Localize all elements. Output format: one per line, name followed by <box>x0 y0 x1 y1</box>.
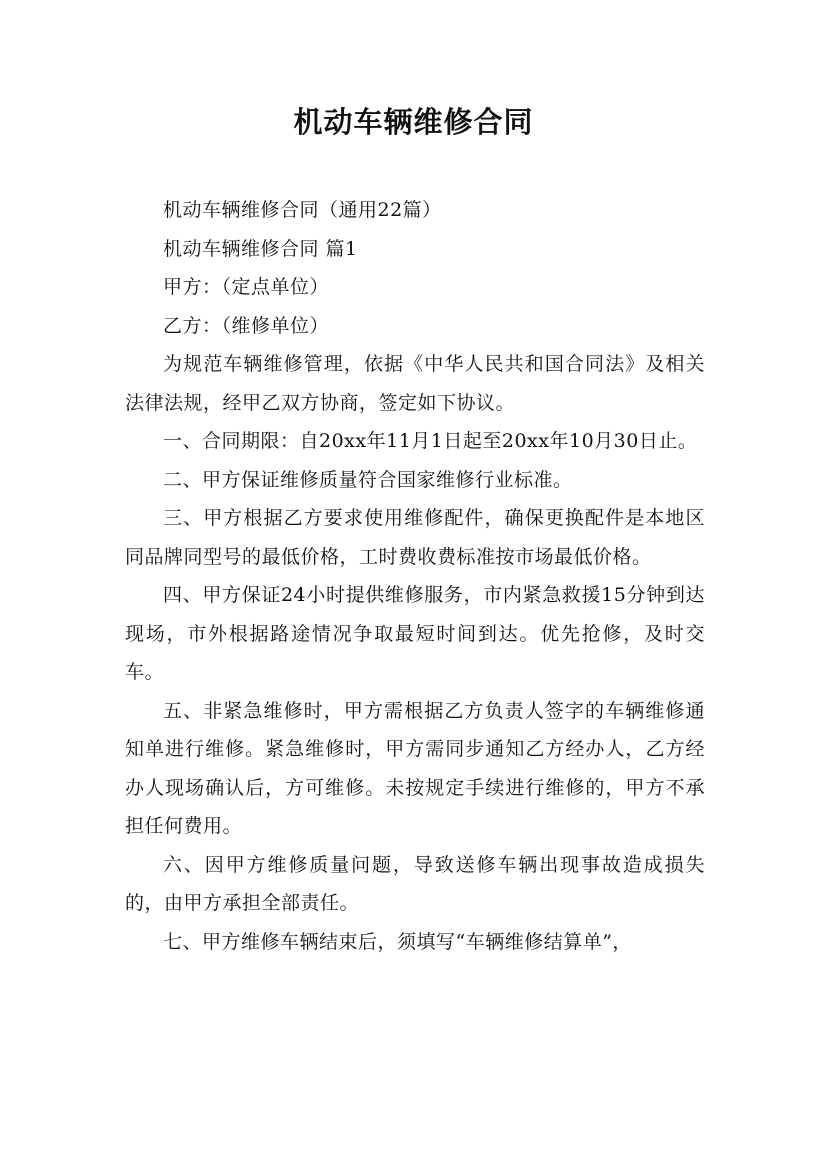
paragraph: 三、甲方根据乙方要求使用维修配件，确保更换配件是本地区同品牌同型号的最低价格，工时费收费标准按市场最低价格。 <box>125 507 705 568</box>
paragraph: 二、甲方保证维修质量符合国家维修行业标准。 <box>163 468 573 491</box>
paragraph: 五、非紧急维修时，甲方需根据乙方负责人签字的车辆维修通知单进行维修。紧急维修时，甲方需同步通知乙方经办人，乙方经办人现场确认后，方可维修。未按规定手续进行维修的，甲方不承担任何费用。 <box>125 699 705 837</box>
paragraph: 七、甲方维修车辆结束后，须填写“车辆维修结算单”， <box>163 930 632 953</box>
paragraph: 乙方：（维修单位） <box>163 314 330 337</box>
paragraph: 机动车辆维修合同（通用22篇） <box>163 199 442 221</box>
paragraph: 六、因甲方维修质量问题，导致送修车辆出现事故造成损失的，由甲方承担全部责任。 <box>125 853 705 914</box>
document-body <box>125 191 705 961</box>
document-title: 机动车辆维修合同 <box>293 105 534 139</box>
paragraph: 甲方：（定点单位） <box>163 276 330 298</box>
paragraph: 机动车辆维修合同 篇1 <box>163 237 358 260</box>
paragraph: 四、甲方保证24小时提供维修服务，市内紧急救援15分钟到达现场，市外根据路途情况争取最短时间到达。优先抢修，及时交车。 <box>125 584 705 683</box>
paragraph: 为规范车辆维修管理，依据《中华人民共和国合同法》及相关法律法规，经甲乙双方协商，签定如下协议。 <box>125 353 705 414</box>
paragraph: 一、合同期限：自20xx年11月1日起至20xx年10月30日止。 <box>163 430 698 452</box>
